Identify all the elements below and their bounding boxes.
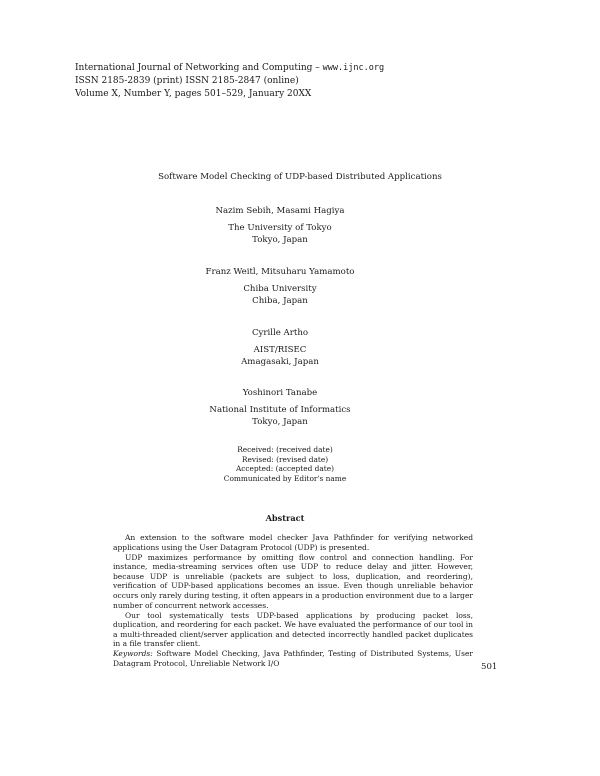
keywords-label: Keywords: [113,649,153,659]
author-affiliation: Chiba University [243,284,317,294]
paper-title: Software Model Checking of UDP-based Distributed Applications [158,172,442,182]
author-block-3 [0,327,560,368]
submission-dates [0,445,570,483]
volume-line: Volume X, Number Y, pages 501–529, January 20XX [75,89,312,99]
author-affiliation: AIST/RISEC [253,345,307,355]
keywords [113,649,473,668]
received-date: Received: (received date) [237,445,333,454]
abstract-paragraph-1: An extension to the software model checker Java Pathfinder for verifying networked applications using the User Datagram Protocol (UDP) is presented. [113,533,473,552]
author-block-4 [0,387,560,428]
journal-header [75,62,384,101]
author-names: Cyrille Artho [251,328,309,338]
author-location: Tokyo, Japan [252,235,308,245]
author-names: Yoshinori Tanabe [242,388,318,398]
author-affiliation: The University of Tokyo [228,223,332,233]
author-affiliation: National Institute of Informatics [209,405,351,415]
issn-line: ISSN 2185-2839 (print) ISSN 2185-2847 (online) [75,76,299,86]
journal-url[interactable]: www.ijnc.org [322,63,385,73]
author-names: Franz Weitl, Mitsuharu Yamamoto [205,267,355,277]
abstract-paragraph-2: UDP maximizes performance by omitting flow control and connection handling. For instance, media-streaming services often use UDP to reduce delay and jitter. However, because UDP is unreliable (packets are subject to loss, duplication, and reordering), verification of UDP-based applications becomes an issue. Even though unreliable behavior occurs only rarely during testing, it often appears in a production environment due to a larger number of concurrent network accesses. [113,552,473,610]
abstract-heading: Abstract [265,513,305,523]
page-number: 501 [481,662,498,672]
author-block-1 [0,205,560,246]
abstract-paragraph-3: Our tool systematically tests UDP-based applications by producing packet loss, duplication, and reordering for each packet. We have evaluated the performance of our tool in a multi-threaded client/server application and detected incorrectly handled packet duplicates in a file transfer client. [113,610,473,649]
author-names: Nazim Sebih, Masami Hagiya [215,206,345,216]
author-location: Chiba, Japan [252,296,308,306]
keywords-list: Software Model Checking, Java Pathfinder, Testing of Distributed Systems, User Datagram Protocol, Unreliable Network I/O [113,649,473,668]
communicated-by: Communicated by Editor's name [223,473,347,483]
abstract-body [113,533,473,669]
accepted-date: Accepted: (accepted date) [235,464,335,473]
author-block-2 [0,266,560,307]
journal-name: International Journal of Networking and Computing – [75,63,323,73]
journal-name-line [75,62,384,75]
author-location: Tokyo, Japan [252,417,308,427]
revised-date: Revised: (revised date) [241,454,329,464]
author-location: Amagasaki, Japan [241,357,319,367]
